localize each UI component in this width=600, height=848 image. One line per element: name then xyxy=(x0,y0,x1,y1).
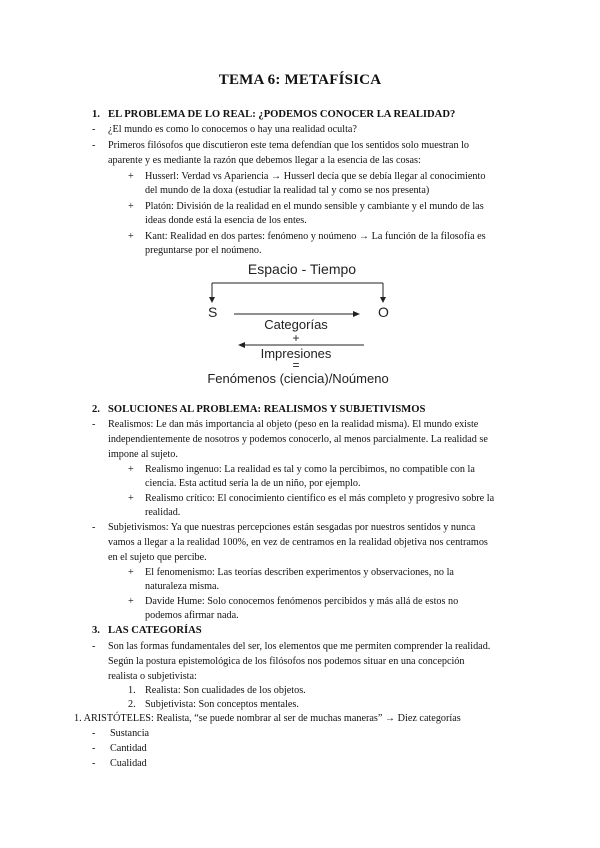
section-1-heading: EL PROBLEMA DE LO REAL: ¿PODEMOS CONOCER LA REALIDAD? xyxy=(108,109,456,120)
section-3-heading: LAS CATEGORÍAS xyxy=(108,625,202,636)
bullet-dash: - xyxy=(92,419,96,430)
realismo-ingenuo-item: ciencia. Esta actitud sería la de un niño, por ejemplo. xyxy=(145,478,361,489)
kant-item: preguntarse por el noúmeno. xyxy=(145,245,262,256)
bullet-plus: + xyxy=(128,464,134,475)
husserl-item: Husserl: Verdad vs Apariencia → Husserl decía que se debía llegar al conocimiento xyxy=(145,171,486,182)
aristoteles-line: 1. ARISTÓTELES: Realista, “se puede nombrar al ser de muchas maneras” → Diez categorías xyxy=(74,713,461,724)
numbered-marker: 2. xyxy=(128,699,136,710)
diagram-result-label: Fenómenos (ciencia)/Noúmeno xyxy=(207,371,389,386)
fenomenismo-item: naturaleza misma. xyxy=(145,581,220,592)
bullet-plus: + xyxy=(128,231,134,242)
realista-item: Realista: Son cualidades de los objetos. xyxy=(145,685,306,696)
section-1-question: ¿El mundo es como lo conocemos o hay una realidad oculta? xyxy=(108,124,357,135)
bullet-dash: - xyxy=(92,641,96,652)
diagram-subject-label: S xyxy=(208,304,218,320)
bullet-plus: + xyxy=(128,567,134,578)
diagram-forward-arrowhead xyxy=(353,311,360,317)
subjetivismos-paragraph: en el sujeto que percibe. xyxy=(108,552,207,563)
diagram-left-arrowhead xyxy=(209,297,215,303)
numbered-marker: 1. xyxy=(128,685,136,696)
hume-item: podemos afirmar nada. xyxy=(145,610,239,621)
category-item: Cantidad xyxy=(110,743,147,754)
diagram-backward-arrowhead xyxy=(238,342,245,348)
hume-item: Davide Hume: Solo conocemos fenómenos percibidos y más allá de estos no xyxy=(145,596,459,607)
bullet-plus: + xyxy=(128,493,134,504)
section-1-number: 1. xyxy=(92,109,100,120)
category-item: Cualidad xyxy=(110,758,147,769)
subjetivismos-paragraph: Subjetivismos: Ya que nuestras percepciones están sesgadas por nuestros sentidos y nunca xyxy=(108,522,476,533)
diagram-impresiones-label: Impresiones xyxy=(260,346,332,361)
platon-item: ideas donde está la esencia de los entes. xyxy=(145,215,307,226)
realismos-paragraph: Realismos: Le dan más importancia al objeto (peso en la realidad misma). El mundo existe xyxy=(108,419,479,430)
fenomenismo-item: El fenomenismo: Las teorías describen experimentos y observaciones, no la xyxy=(145,567,454,578)
realismos-paragraph: independientemente de nosotros y podemos conocerlo, al menos parcialmente. La realidad se xyxy=(108,434,488,445)
categorias-paragraph: realista o subjetivista: xyxy=(108,671,197,682)
diagram-categorias-label: Categorías xyxy=(264,317,328,332)
bullet-dash: - xyxy=(92,124,96,135)
husserl-item: del mundo de la doxa (estudiar la realidad tal y como se nos presenta) xyxy=(145,185,430,196)
bullet-dash: - xyxy=(92,743,96,754)
diagram-right-arrowhead xyxy=(380,297,386,303)
bullet-dash: - xyxy=(92,758,96,769)
section-1-paragraph-line: aparente y es mediante la razón que debemos llegar a la esencia de las cosas: xyxy=(108,155,421,166)
bullet-plus: + xyxy=(128,171,134,182)
bullet-plus: + xyxy=(128,596,134,607)
bullet-dash: - xyxy=(92,522,96,533)
section-3-number: 3. xyxy=(92,625,100,636)
section-1-paragraph-line: Primeros filósofos que discutieron este tema defendían que los sentidos solo muestran lo xyxy=(108,140,470,151)
diagram-equals-sign: = xyxy=(292,358,300,372)
section-2-heading: SOLUCIONES AL PROBLEMA: REALISMOS Y SUBJETIVISMOS xyxy=(108,404,426,415)
diagram-top-label: Espacio - Tiempo xyxy=(247,261,357,277)
platon-item: Platón: División de la realidad en el mundo sensible y cambiante y el mundo de las xyxy=(145,201,484,212)
categorias-paragraph: Según la postura epistemológica de los filósofos nos podemos situar en una concepción xyxy=(108,656,465,667)
diagram-object-label: O xyxy=(378,304,389,320)
realismo-critico-item: Realismo crítico: El conocimiento científico es el más completo y progresivo sobre la xyxy=(145,493,495,504)
subjetivista-item: Subjetivista: Son conceptos mentales. xyxy=(145,699,299,710)
diagram-plus-sign: + xyxy=(292,331,300,345)
bullet-dash: - xyxy=(92,728,96,739)
category-item: Sustancia xyxy=(110,728,150,739)
realismo-ingenuo-item: Realismo ingenuo: La realidad es tal y como la percibimos, no compatible con la xyxy=(145,464,475,475)
page-title: TEMA 6: METAFÍSICA xyxy=(218,72,382,88)
subjetivismos-paragraph: vamos a llegar a la realidad 100%, en vez de centramos en la realidad objetiva nos centramos xyxy=(108,537,488,548)
realismo-critico-item: realidad. xyxy=(145,507,181,518)
bullet-dash: - xyxy=(92,140,96,151)
section-2-number: 2. xyxy=(92,404,100,415)
kant-item: Kant: Realidad en dos partes: fenómeno y noúmeno → La función de la filosofía es xyxy=(145,231,486,242)
bullet-plus: + xyxy=(128,201,134,212)
categorias-paragraph: Son las formas fundamentales del ser, los elementos que me permiten comprender la realidad. xyxy=(108,641,491,652)
kant-diagram xyxy=(200,258,400,388)
realismos-paragraph: impone al sujeto. xyxy=(108,449,178,460)
